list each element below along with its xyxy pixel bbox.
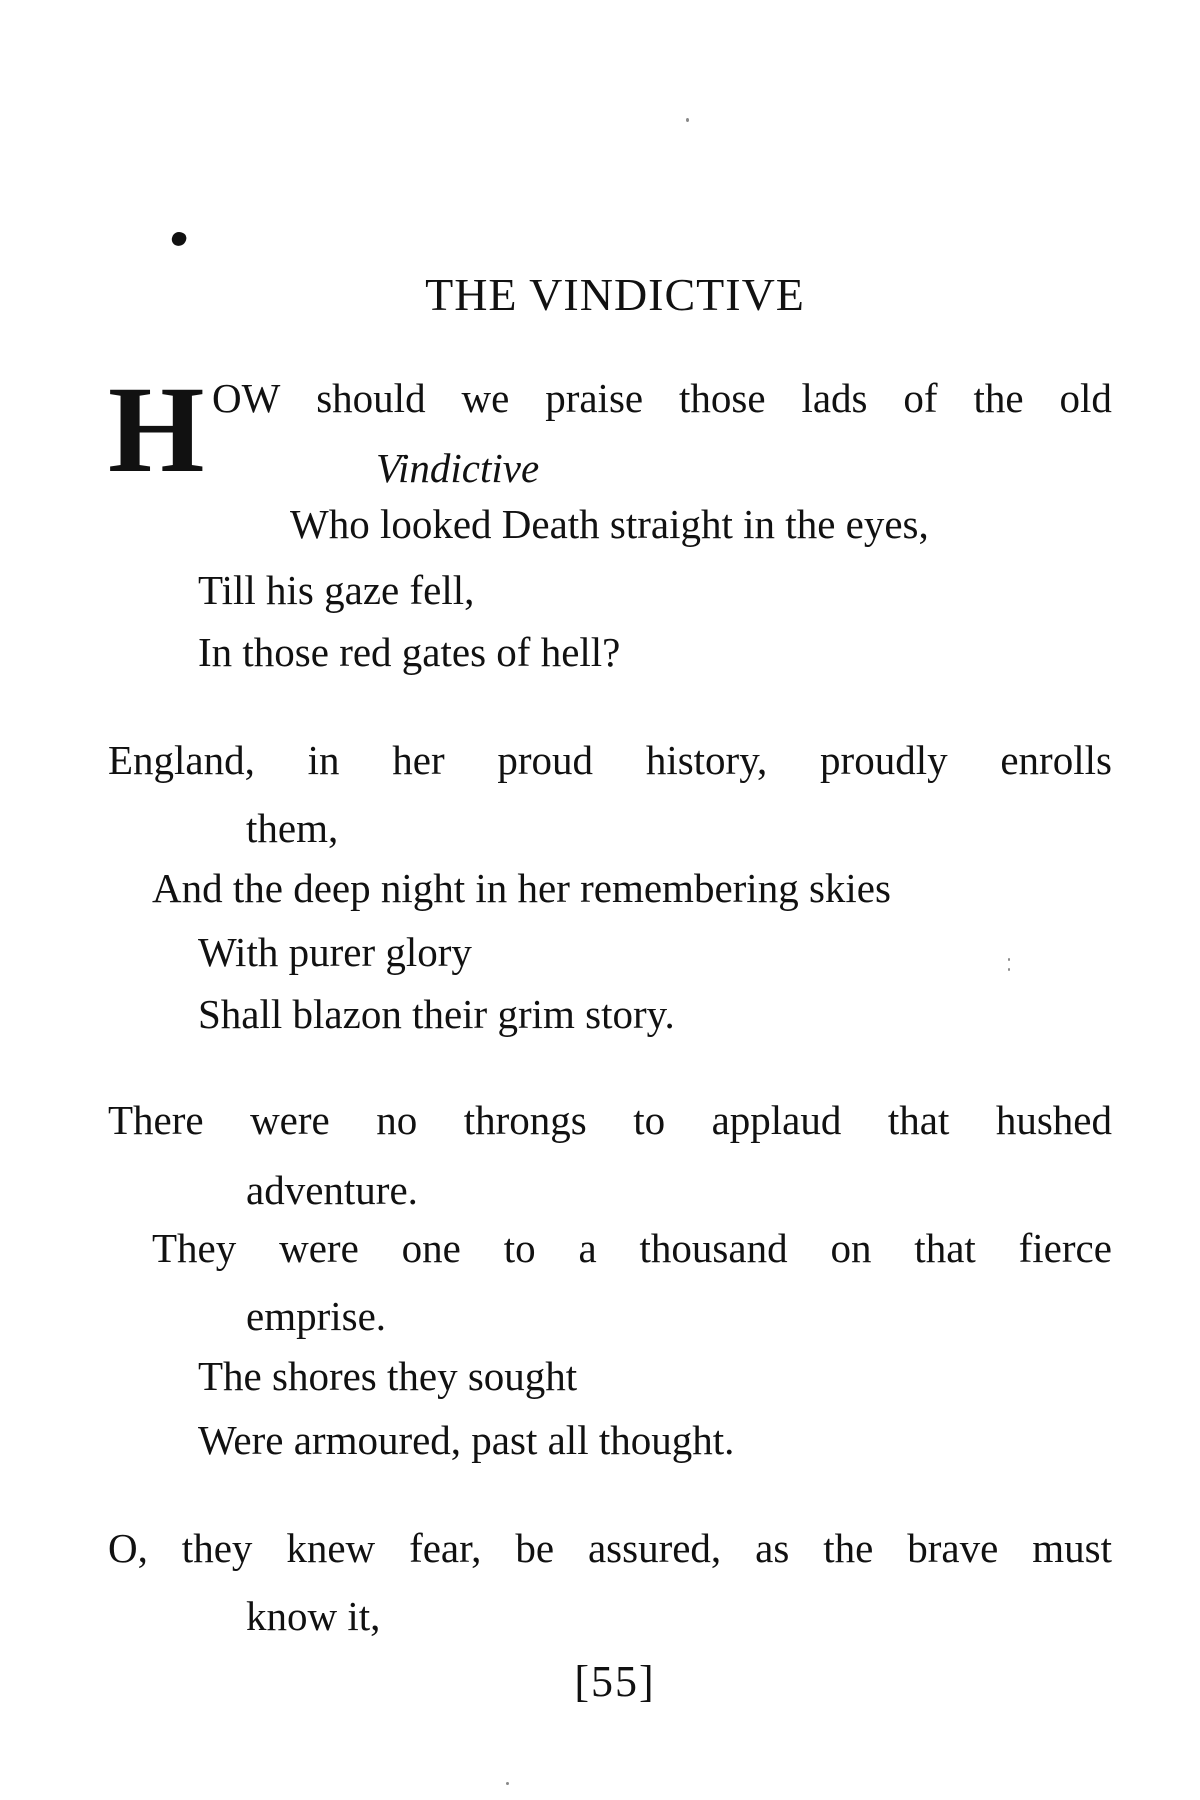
stanza4-line1 <box>108 1525 1112 1571</box>
line-word: must <box>1032 1525 1112 1571</box>
stanza2-line1-continuation: them, <box>246 805 339 851</box>
line-word: OW <box>212 375 281 421</box>
line-word: to <box>503 1225 536 1271</box>
line-word: history, <box>645 737 768 783</box>
stanza3-line3: The shores they sought <box>198 1353 578 1399</box>
line-word: a <box>578 1225 597 1271</box>
line-word: brave <box>907 1525 999 1571</box>
stanza2-line2: And the deep night in her remembering skies <box>152 865 891 911</box>
ink-blot <box>170 230 188 248</box>
line-word: of <box>903 375 938 421</box>
line-word: proud <box>497 737 594 783</box>
line-word: hushed <box>995 1097 1112 1143</box>
paper-speck <box>1008 958 1010 961</box>
line-word: to <box>633 1097 666 1143</box>
line-word: old <box>1059 375 1112 421</box>
line-word: O, <box>108 1525 148 1571</box>
line-word: her <box>392 737 445 783</box>
stanza1-line1-continuation: Vindictive <box>376 445 540 491</box>
paper-speck <box>506 1782 509 1785</box>
stanza3-line4: Were armoured, past all thought. <box>198 1417 735 1463</box>
paper-speck <box>1008 968 1010 971</box>
line-word: the <box>973 375 1024 421</box>
line-word: in <box>307 737 340 783</box>
drop-cap: H <box>108 361 205 498</box>
line-word: lads <box>801 375 868 421</box>
line-word: the <box>823 1525 874 1571</box>
stanza1-line2: Who looked Death straight in the eyes, <box>290 501 929 547</box>
stanza1-line3: Till his gaze fell, <box>198 567 475 613</box>
line-word: were <box>250 1097 330 1143</box>
line-word: praise <box>545 375 644 421</box>
stanza3-line2-continuation: emprise. <box>246 1293 387 1339</box>
page-number: [55] <box>574 1657 656 1706</box>
line-word: applaud <box>711 1097 842 1143</box>
stanza2-line1 <box>108 737 1112 783</box>
line-word: be <box>515 1525 555 1571</box>
stanza1-line4: In those red gates of hell? <box>198 629 621 675</box>
line-word: throngs <box>463 1097 587 1143</box>
stanza3-line2 <box>152 1225 1112 1271</box>
line-word: those <box>679 375 766 421</box>
line-word: assured, <box>587 1525 722 1571</box>
paper-speck <box>686 118 689 122</box>
stanza4-line1-continuation: know it, <box>246 1593 381 1639</box>
stanza3-line1 <box>108 1097 1112 1143</box>
stanza2-line4: Shall blazon their grim story. <box>198 991 675 1037</box>
line-word: we <box>461 375 510 421</box>
line-word: They <box>152 1225 237 1271</box>
line-word: one <box>401 1225 461 1271</box>
line-word: on <box>830 1225 872 1271</box>
line-word: fear, <box>409 1525 482 1571</box>
stanza2-line3: With purer glory <box>198 929 472 975</box>
line-word: fierce <box>1018 1225 1112 1271</box>
line-word: proudly <box>820 737 948 783</box>
line-word: England, <box>108 737 255 783</box>
stanza1-line1 <box>212 375 1112 421</box>
line-word: knew <box>286 1525 376 1571</box>
line-word: that <box>887 1097 950 1143</box>
line-word: were <box>279 1225 359 1271</box>
poem-title: THE VINDICTIVE <box>425 269 805 320</box>
line-word: that <box>914 1225 976 1271</box>
stanza3-line1-continuation: adventure. <box>246 1167 418 1213</box>
line-word: they <box>181 1525 253 1571</box>
line-word: as <box>755 1525 790 1571</box>
line-word: should <box>316 375 426 421</box>
line-word: enrolls <box>1000 737 1112 783</box>
line-word: There <box>108 1097 204 1143</box>
line-word: no <box>376 1097 418 1143</box>
line-word: thousand <box>639 1225 788 1271</box>
